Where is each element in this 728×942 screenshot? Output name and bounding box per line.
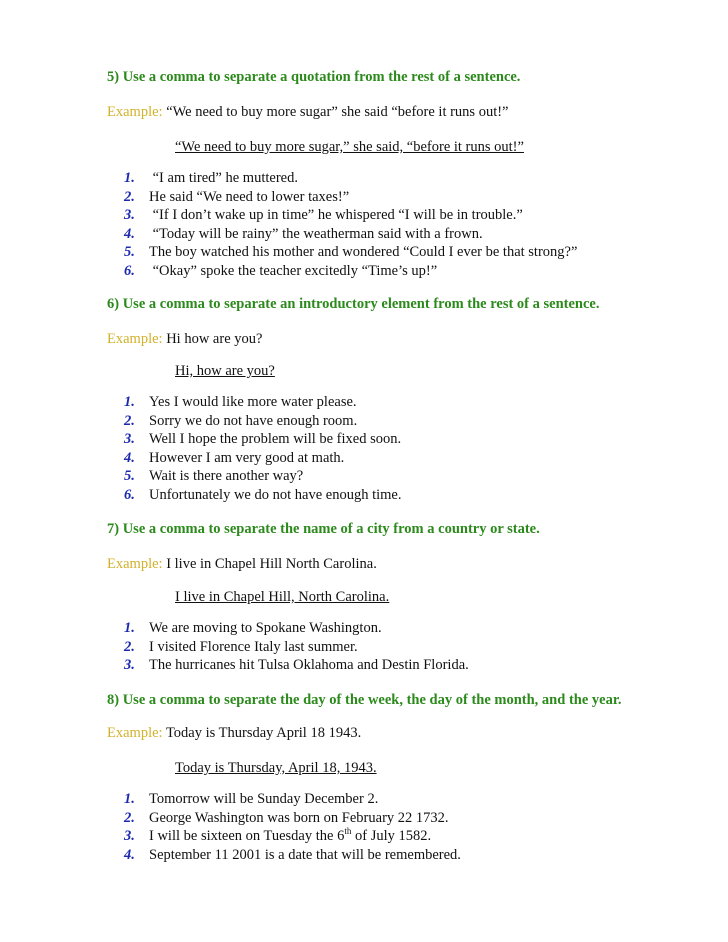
rule-6-heading: 6) Use a comma to separate an introductory element from the rest of a sentence. [107, 296, 600, 312]
list-item: 1. “I am tired” he muttered. [124, 170, 298, 186]
list-item: 5. Wait is there another way? [124, 468, 304, 485]
list-item: 2. I visited Florence Italy last summer. [124, 638, 358, 655]
list-item: 1. We are moving to Spokane Washington. [124, 620, 382, 636]
list-item: 1. Yes I would like more water please. [124, 394, 357, 410]
example-text: Today is Thursday April 18 1943. [162, 725, 362, 741]
list-item: 4. September 11 2001 is a date that will be remembered. [124, 846, 461, 863]
rule-6-example [107, 331, 262, 348]
rule-8-list [124, 790, 461, 864]
list-item: 5. The boy watched his mother and wondered “Could I ever be that strong?” [124, 244, 578, 261]
list-item: 6. Unfortunately we do not have enough time. [124, 486, 402, 503]
example-label: Example: [107, 104, 163, 120]
rule-5-list [124, 169, 577, 281]
rule-8-answer: Today is Thursday, April 18, 1943. [175, 760, 377, 776]
rule-6-list [124, 393, 401, 505]
example-label: Example: [107, 725, 163, 741]
list-item: 3. Well I hope the problem will be fixed soon. [124, 431, 402, 448]
rule-7-heading: 7) Use a comma to separate the name of a city from a country or state. [107, 521, 540, 537]
list-item: 4. “Today will be rainy” the weatherman said with a frown. [124, 225, 483, 242]
rule-7-answer: I live in Chapel Hill, North Carolina. [175, 589, 390, 605]
rule-8-heading: 8) Use a comma to separate the day of the week, the day of the month, and the year. [107, 692, 622, 708]
rule-8-example [107, 725, 361, 742]
list-item: 4. However I am very good at math. [124, 449, 345, 466]
list-item: 2. George Washington was born on February 22 1732. [124, 809, 449, 826]
list-item: 3. “If I don’t wake up in time” he whispered “I will be in trouble.” [124, 207, 523, 224]
rule-5-answer: “We need to buy more sugar,” she said, “before it runs out!” [175, 139, 524, 155]
rule-7-example [107, 556, 377, 573]
example-text: “We need to buy more sugar” she said “before it runs out!” [162, 104, 509, 120]
list-item: 3. The hurricanes hit Tulsa Oklahoma and Destin Florida. [124, 657, 469, 674]
example-text: I live in Chapel Hill North Carolina. [162, 556, 377, 572]
list-item: 2. Sorry we do not have enough room. [124, 412, 358, 429]
example-text: Hi how are you? [162, 331, 263, 347]
list-item: 2. He said “We need to lower taxes!” [124, 188, 350, 205]
example-label: Example: [107, 331, 163, 347]
list-item: 6. “Okay” spoke the teacher excitedly “Time’s up!” [124, 262, 438, 279]
list-item: 1. Tomorrow will be Sunday December 2. [124, 791, 379, 807]
list-item: 3. I will be sixteen on Tuesday the 6th of July 1582. [124, 826, 432, 845]
rule-6-answer: Hi, how are you? [175, 363, 275, 379]
rule-5-example [107, 104, 508, 121]
rule-7-list [124, 619, 469, 675]
example-label: Example: [107, 556, 163, 572]
rule-5-heading: 5) Use a comma to separate a quotation from the rest of a sentence. [107, 69, 521, 85]
